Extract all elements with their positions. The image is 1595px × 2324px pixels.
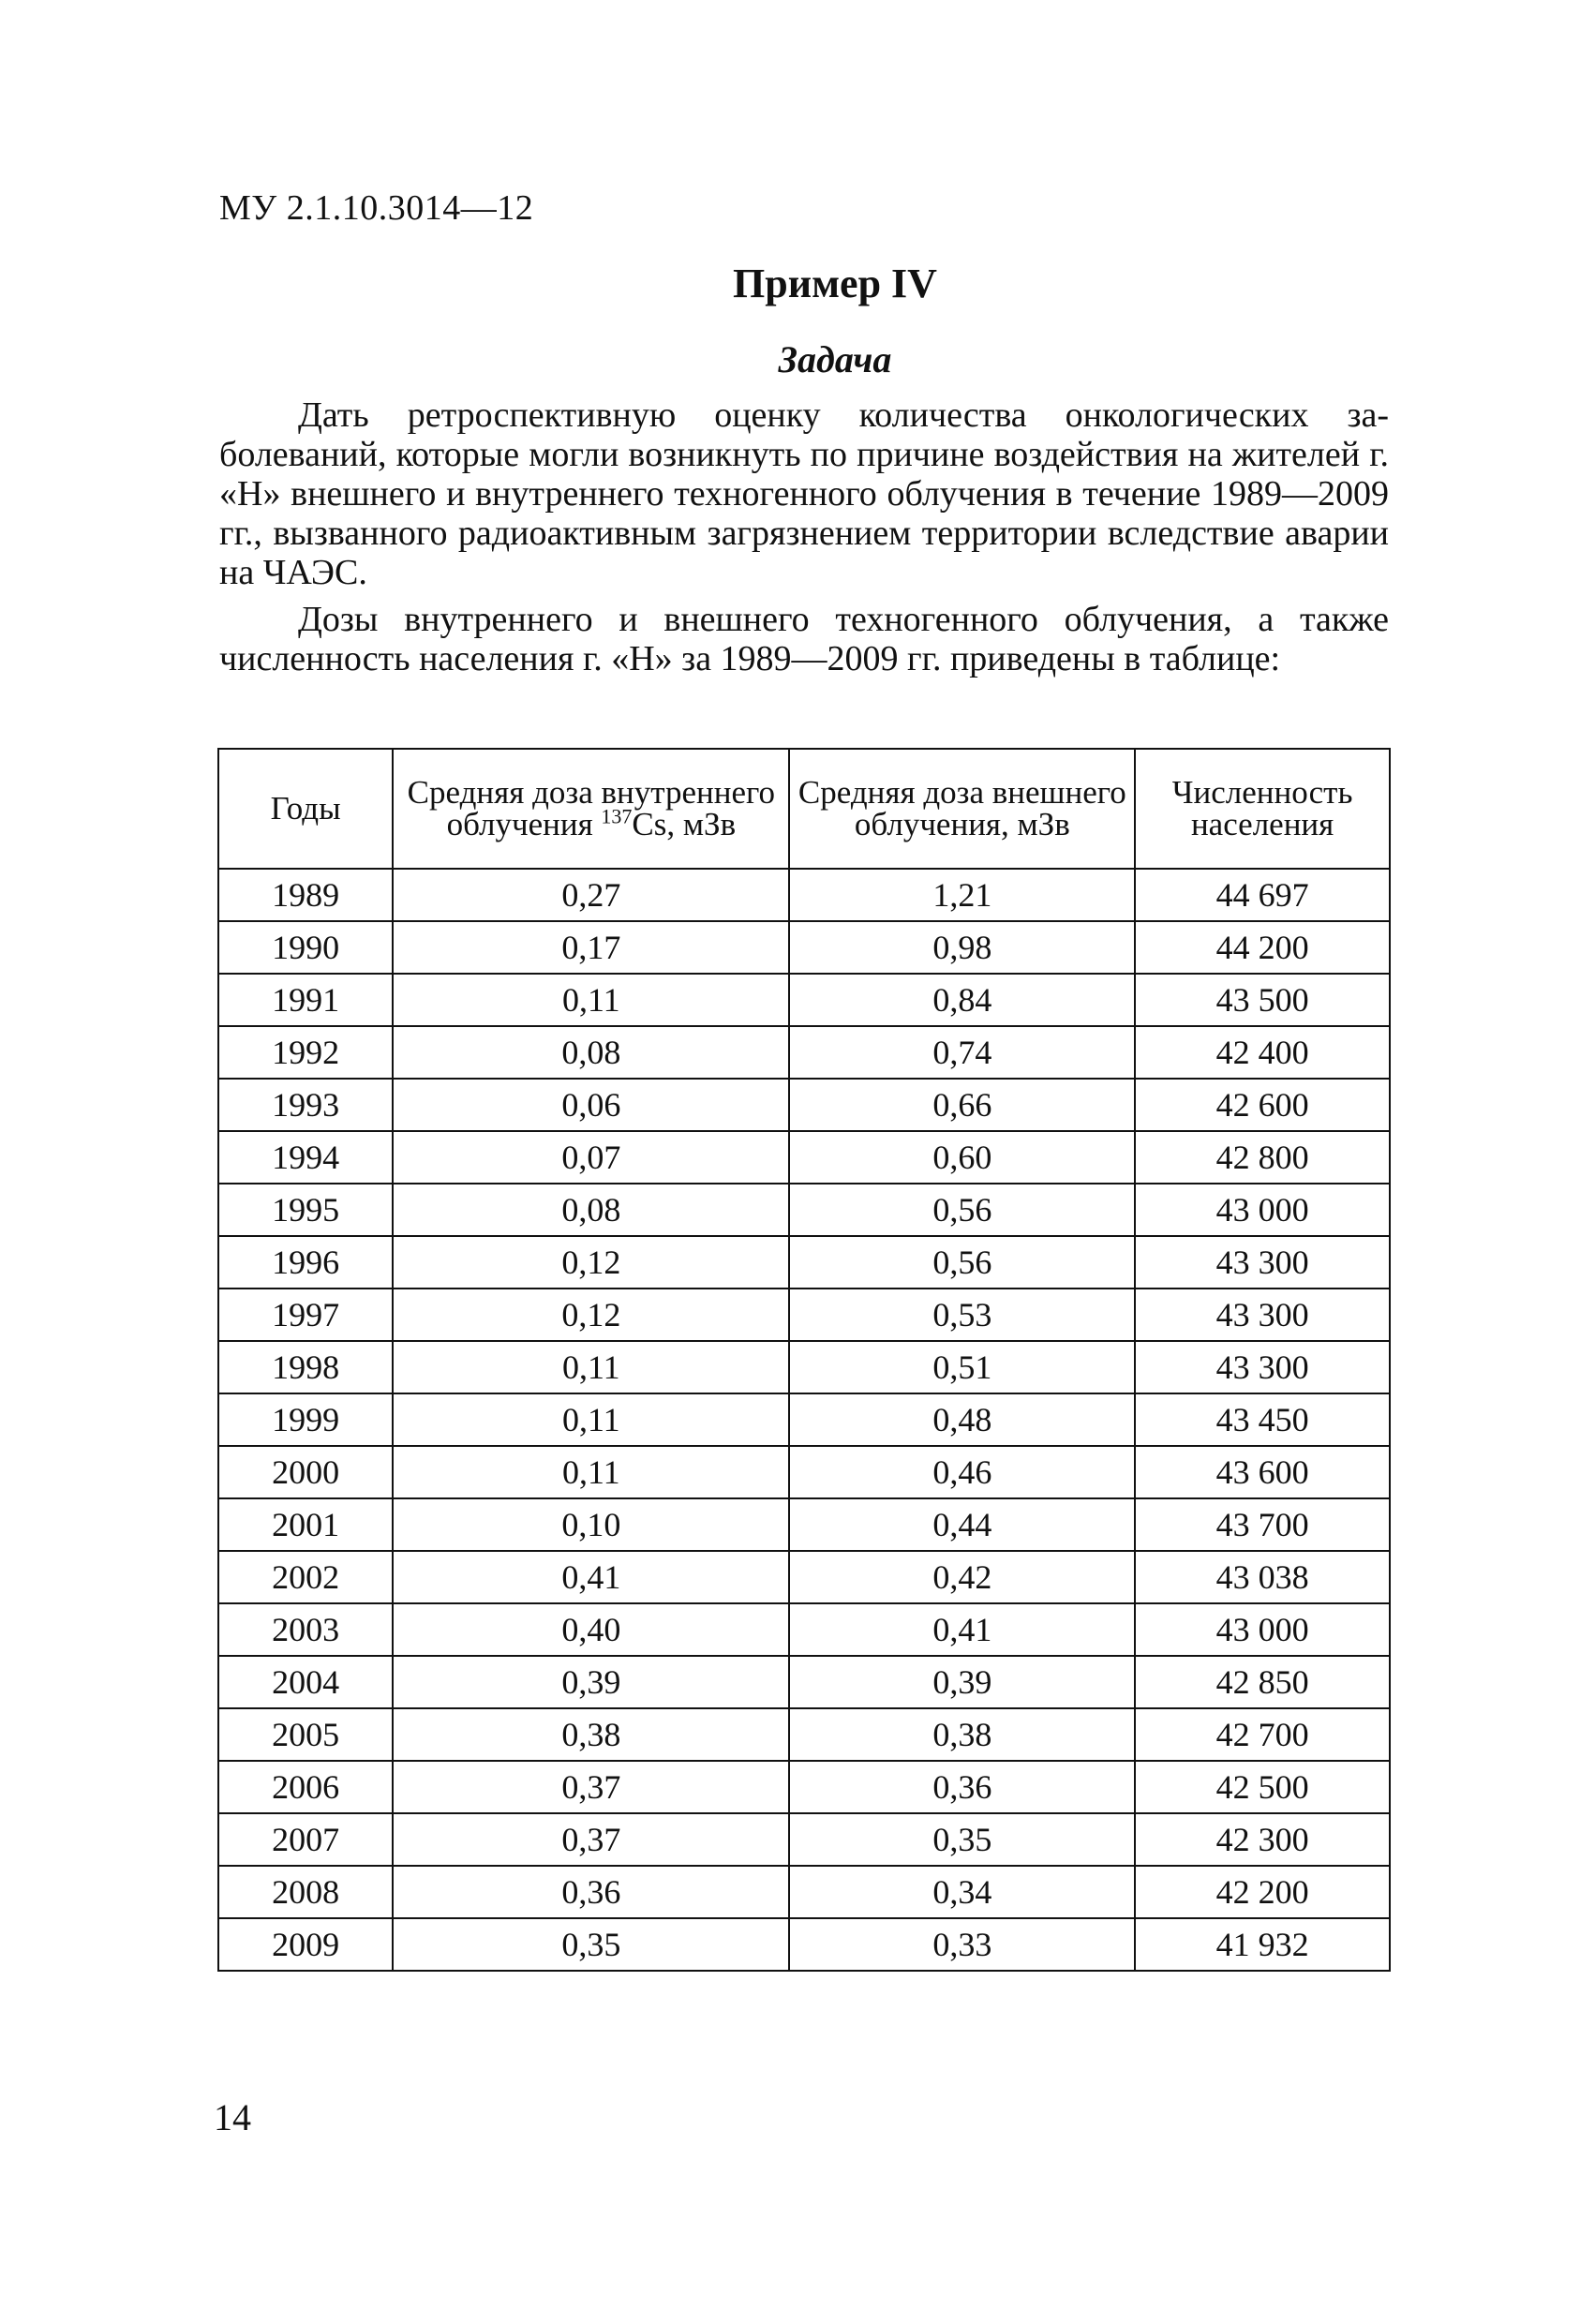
section-subtitle: Задача — [778, 338, 892, 380]
cell-population: 44 697 — [1135, 869, 1390, 921]
cell-population: 42 200 — [1135, 1866, 1390, 1918]
cell-population: 43 000 — [1135, 1184, 1390, 1236]
cell-year: 2007 — [218, 1813, 393, 1866]
table-row — [218, 921, 1390, 974]
cell-year: 1991 — [218, 974, 393, 1026]
table-row — [218, 1918, 1390, 1971]
cell-external-dose: 0,48 — [789, 1393, 1135, 1446]
cell-year: 2000 — [218, 1446, 393, 1498]
section-title: Пример IV — [733, 261, 937, 306]
cell-year: 1997 — [218, 1289, 393, 1341]
cell-external-dose: 0,56 — [789, 1236, 1135, 1289]
table-row — [218, 1866, 1390, 1918]
cell-external-dose: 0,84 — [789, 974, 1135, 1026]
table-row — [218, 1708, 1390, 1761]
task-paragraph: Дать ретроспективную оценку количества онкологических заболеваний, которые могли возникнуть по причине воздействия на жителей г. «Н» внешнего и внутреннего техногенного облучения в течение 1989—2009 гг., вызванного радиоактивным загрязнением территории вследствие аварии на ЧАЭС. — [219, 395, 1389, 592]
table-row — [218, 1393, 1390, 1446]
table-body — [218, 869, 1390, 1971]
cell-external-dose: 0,46 — [789, 1446, 1135, 1498]
cell-internal-dose: 0,11 — [393, 1446, 789, 1498]
cell-year: 2003 — [218, 1603, 393, 1656]
cell-year: 2008 — [218, 1866, 393, 1918]
cell-population: 44 200 — [1135, 921, 1390, 974]
cell-internal-dose: 0,17 — [393, 921, 789, 974]
cell-population: 41 932 — [1135, 1918, 1390, 1971]
cell-population: 43 300 — [1135, 1341, 1390, 1393]
cell-internal-dose: 0,39 — [393, 1656, 789, 1708]
cell-population: 43 450 — [1135, 1393, 1390, 1446]
table-row — [218, 1341, 1390, 1393]
cell-population: 42 400 — [1135, 1026, 1390, 1079]
table-row — [218, 1551, 1390, 1603]
cell-internal-dose: 0,07 — [393, 1131, 789, 1184]
table-row — [218, 1813, 1390, 1866]
cell-external-dose: 0,35 — [789, 1813, 1135, 1866]
cell-year: 1995 — [218, 1184, 393, 1236]
cell-internal-dose: 0,06 — [393, 1079, 789, 1131]
cell-population: 42 300 — [1135, 1813, 1390, 1866]
table-row — [218, 1656, 1390, 1708]
cell-external-dose: 0,98 — [789, 921, 1135, 974]
cell-year: 1990 — [218, 921, 393, 974]
cell-internal-dose: 0,38 — [393, 1708, 789, 1761]
cell-year: 2004 — [218, 1656, 393, 1708]
header-internal-dose-unit: Cs, мЗв — [632, 806, 737, 842]
header-internal-dose-text: Средняя доза внутреннего облучения — [407, 774, 775, 842]
cell-external-dose: 0,36 — [789, 1761, 1135, 1813]
cell-population: 43 700 — [1135, 1498, 1390, 1551]
cell-year: 1989 — [218, 869, 393, 921]
cell-internal-dose: 0,10 — [393, 1498, 789, 1551]
cell-population: 43 300 — [1135, 1289, 1390, 1341]
cell-internal-dose: 0,12 — [393, 1289, 789, 1341]
cell-external-dose: 0,66 — [789, 1079, 1135, 1131]
cell-population: 42 600 — [1135, 1079, 1390, 1131]
cell-external-dose: 0,44 — [789, 1498, 1135, 1551]
cell-internal-dose: 0,08 — [393, 1026, 789, 1079]
cell-population: 42 700 — [1135, 1708, 1390, 1761]
cell-year: 1998 — [218, 1341, 393, 1393]
cell-population: 43 038 — [1135, 1551, 1390, 1603]
cell-internal-dose: 0,11 — [393, 1341, 789, 1393]
table-row — [218, 1603, 1390, 1656]
table-row — [218, 1079, 1390, 1131]
cell-year: 2006 — [218, 1761, 393, 1813]
table-intro-paragraph: Дозы внутреннего и внешнего техногенного облучения, а также численность населения г. «Н» за 1989—2009 гг. приведены в таблице: — [219, 600, 1389, 678]
table-header-row — [218, 749, 1390, 869]
cell-population: 42 500 — [1135, 1761, 1390, 1813]
cell-year: 2009 — [218, 1918, 393, 1971]
cell-external-dose: 0,39 — [789, 1656, 1135, 1708]
cell-year: 2002 — [218, 1551, 393, 1603]
table-row — [218, 974, 1390, 1026]
cell-external-dose: 0,34 — [789, 1866, 1135, 1918]
table-row — [218, 1026, 1390, 1079]
cell-external-dose: 0,74 — [789, 1026, 1135, 1079]
header-external-dose: Средняя доза внешнего облучения, мЗв — [789, 749, 1135, 869]
table-row — [218, 1236, 1390, 1289]
cell-year: 1999 — [218, 1393, 393, 1446]
header-year: Годы — [218, 749, 393, 869]
cell-internal-dose: 0,40 — [393, 1603, 789, 1656]
cell-year: 1994 — [218, 1131, 393, 1184]
table-row — [218, 1446, 1390, 1498]
cell-population: 42 850 — [1135, 1656, 1390, 1708]
header-internal-dose — [393, 749, 789, 869]
cell-internal-dose: 0,08 — [393, 1184, 789, 1236]
cell-internal-dose: 0,35 — [393, 1918, 789, 1971]
cell-internal-dose: 0,41 — [393, 1551, 789, 1603]
cell-year: 2001 — [218, 1498, 393, 1551]
table-row — [218, 1184, 1390, 1236]
cell-year: 1992 — [218, 1026, 393, 1079]
cell-internal-dose: 0,11 — [393, 974, 789, 1026]
cell-population: 43 600 — [1135, 1446, 1390, 1498]
cell-external-dose: 0,42 — [789, 1551, 1135, 1603]
document-code: МУ 2.1.10.3014—12 — [219, 188, 534, 228]
table-row — [218, 1761, 1390, 1813]
cell-external-dose: 0,56 — [789, 1184, 1135, 1236]
table-row — [218, 1498, 1390, 1551]
table-row — [218, 1131, 1390, 1184]
cell-year: 2005 — [218, 1708, 393, 1761]
cell-external-dose: 0,33 — [789, 1918, 1135, 1971]
cell-internal-dose: 0,11 — [393, 1393, 789, 1446]
cell-internal-dose: 0,37 — [393, 1813, 789, 1866]
cell-internal-dose: 0,36 — [393, 1866, 789, 1918]
cell-external-dose: 0,51 — [789, 1341, 1135, 1393]
dose-population-table — [217, 748, 1391, 1972]
cell-external-dose: 1,21 — [789, 869, 1135, 921]
cell-external-dose: 0,60 — [789, 1131, 1135, 1184]
cell-population: 43 300 — [1135, 1236, 1390, 1289]
header-population: Численность населения — [1135, 749, 1390, 869]
cell-external-dose: 0,53 — [789, 1289, 1135, 1341]
cell-population: 42 800 — [1135, 1131, 1390, 1184]
table-row — [218, 1289, 1390, 1341]
cell-year: 1993 — [218, 1079, 393, 1131]
cell-internal-dose: 0,27 — [393, 869, 789, 921]
cell-year: 1996 — [218, 1236, 393, 1289]
cell-external-dose: 0,41 — [789, 1603, 1135, 1656]
cell-population: 43 500 — [1135, 974, 1390, 1026]
cell-external-dose: 0,38 — [789, 1708, 1135, 1761]
cell-internal-dose: 0,37 — [393, 1761, 789, 1813]
cell-population: 43 000 — [1135, 1603, 1390, 1656]
header-isotope-mass: 137 — [601, 804, 633, 828]
page-number: 14 — [214, 2096, 251, 2138]
cell-internal-dose: 0,12 — [393, 1236, 789, 1289]
table-row — [218, 869, 1390, 921]
